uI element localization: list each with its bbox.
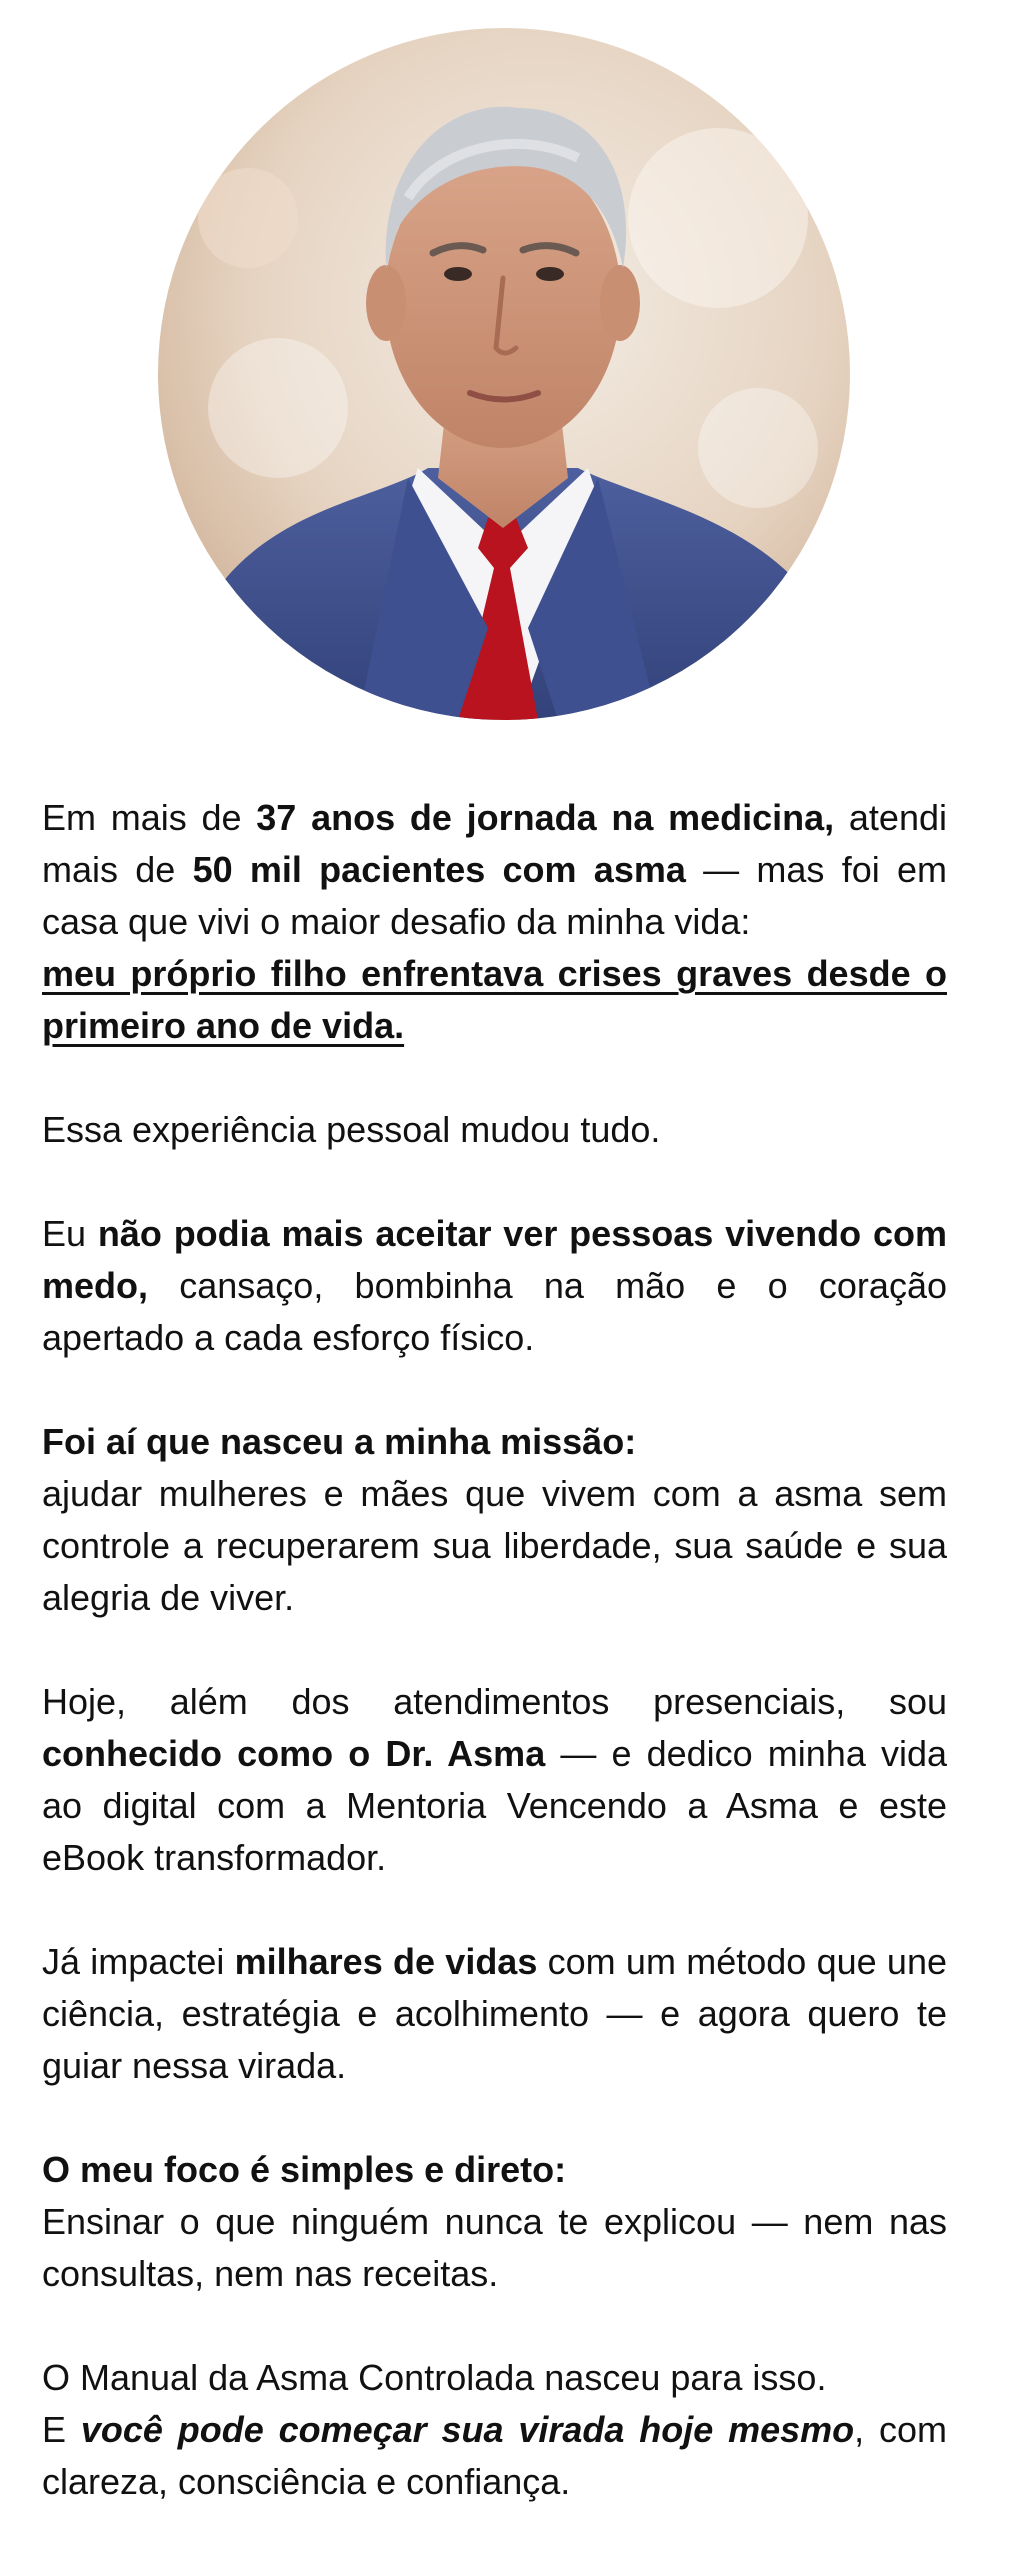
bio-paragraph-motivation (42, 1208, 947, 1364)
underlined-highlight: meu próprio filho enfrentava crises graves desde o primeiro ano de vida. (42, 953, 947, 1046)
text: E (42, 2409, 81, 2450)
bold-text: não podia mais aceitar ver pessoas vivendo com medo, (42, 1213, 947, 1306)
text: Hoje, além dos atendimentos presenciais, sou (42, 1681, 947, 1722)
bio-paragraph-impact (42, 1936, 947, 2092)
bold-text: milhares de vidas (234, 1941, 538, 1982)
text: O Manual da Asma Controlada nasceu para isso. (42, 2357, 827, 2398)
text: atendi mais de (42, 797, 947, 890)
text: — mas foi em casa que vivi o maior desafio da minha vida: (42, 849, 947, 942)
text: cansaço, bombinha na mão e o coração apertado a cada esforço físico. (42, 1265, 947, 1358)
bio-paragraph-closing (42, 2352, 947, 2508)
bio-paragraph-mission (42, 1416, 947, 1624)
doctor-portrait (158, 28, 850, 720)
doctor-photo (158, 28, 850, 720)
bold-text: 50 mil pacientes com asma (192, 849, 686, 890)
text: Eu (42, 1213, 98, 1254)
bold-text: 37 anos de jornada na medicina, (256, 797, 835, 838)
bio-paragraph-change (42, 1104, 947, 1156)
text: — e dedico minha vida ao digital com a Mentoria Vencendo a Asma e este eBook transformador. (42, 1733, 947, 1878)
mission-heading: Foi aí que nasceu a minha missão: (42, 1421, 637, 1462)
text: ajudar mulheres e mães que vivem com a asma sem controle a recuperarem sua liberdade, sua saúde e sua alegria de viver. (42, 1473, 947, 1618)
text: com um método que une ciência, estratégia e acolhimento — e agora quero te guiar nessa virada. (42, 1941, 947, 2086)
focus-heading: O meu foco é simples e direto: (42, 2149, 567, 2190)
text: Essa experiência pessoal mudou tudo. (42, 1109, 661, 1150)
text: Já impactei (42, 1941, 235, 1982)
bio-paragraph-today (42, 1676, 947, 1884)
bio-paragraph-focus (42, 2144, 947, 2300)
bold-text: conhecido como o Dr. Asma (42, 1733, 546, 1774)
bio-paragraph-experience (42, 792, 947, 1052)
text: Em mais de (42, 797, 257, 838)
text: Ensinar o que ninguém nunca te explicou — nem nas consultas, nem nas receitas. (42, 2201, 947, 2294)
bio-text (42, 792, 947, 2508)
bold-italic-text: você pode começar sua virada hoje mesmo (80, 2409, 855, 2450)
text: , com clareza, consciência e confiança. (42, 2409, 948, 2502)
